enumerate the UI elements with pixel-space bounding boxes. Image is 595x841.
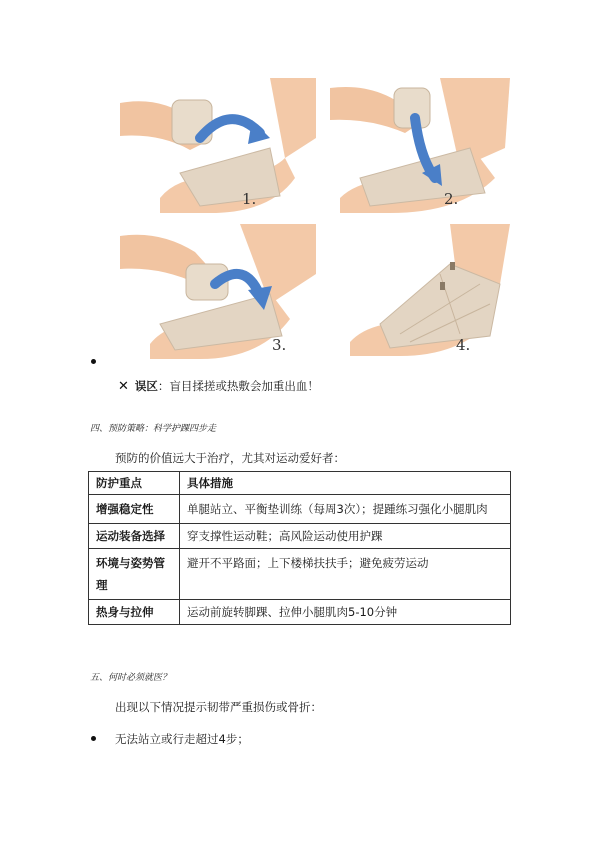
- step-2-number: 2.: [444, 190, 459, 208]
- table-header-cell: 具体措施: [180, 472, 511, 495]
- warning-line: [118, 378, 319, 394]
- table-cell-measure: 运动前旋转脚踝、拉伸小腿肌肉5-10分钟: [180, 600, 511, 625]
- table-cell-measure: 单腿站立、平衡垫训练（每周3次）；提踵练习强化小腿肌肉: [180, 495, 511, 524]
- section-4-heading: 四、预防策略：科学护踝四步走: [90, 424, 217, 434]
- table-cell-focus: 运动装备选择: [89, 524, 180, 549]
- table-row: [89, 600, 511, 625]
- table-row: [89, 524, 511, 549]
- warning-label: 误区: [134, 379, 158, 393]
- step-1-panel: [120, 78, 316, 216]
- prevention-table: [88, 471, 511, 625]
- step-2-panel: [330, 78, 526, 216]
- step-4-panel: [330, 224, 526, 362]
- table-cell-focus: 环境与姿势管理: [89, 549, 180, 600]
- table-cell-measure: 穿支撑性运动鞋；高风险运动使用护踝: [180, 524, 511, 549]
- step-3-illustration: [120, 224, 316, 362]
- warning-text: ：盲目揉搓或热敷会加重出血！: [157, 379, 319, 393]
- bullet-dot: [91, 359, 96, 364]
- table-row: [89, 495, 511, 524]
- table-cell-focus: 热身与拉伸: [89, 600, 180, 625]
- step-4-illustration: [330, 224, 526, 362]
- section-5-heading: 五、何时必须就医？: [90, 673, 172, 683]
- table-row: [89, 549, 511, 600]
- step-4-number: 4.: [456, 336, 471, 354]
- step-1-illustration: [120, 78, 316, 216]
- table-header-cell: 防护重点: [89, 472, 180, 495]
- step-2-illustration: [330, 78, 526, 216]
- section-5-intro: 出现以下情况提示韧带严重损伤或骨折：: [115, 700, 322, 714]
- step-3-panel: [120, 224, 316, 362]
- section-4-intro: 预防的价值远大于治疗，尤其对运动爱好者：: [115, 451, 345, 465]
- bandaging-steps-figure: [120, 78, 528, 362]
- table-cell-focus: 增强稳定性: [89, 495, 180, 524]
- bullet-dot: [91, 736, 96, 741]
- step-3-number: 3.: [272, 336, 287, 354]
- table-header-row: [89, 472, 511, 495]
- list-item: 无法站立或行走超过4步；: [115, 732, 249, 746]
- table-cell-measure: 避开不平路面；上下楼梯扶扶手；避免疲劳运动: [180, 549, 511, 600]
- cross-mark-icon: ✕: [118, 378, 129, 394]
- step-1-number: 1.: [242, 190, 257, 208]
